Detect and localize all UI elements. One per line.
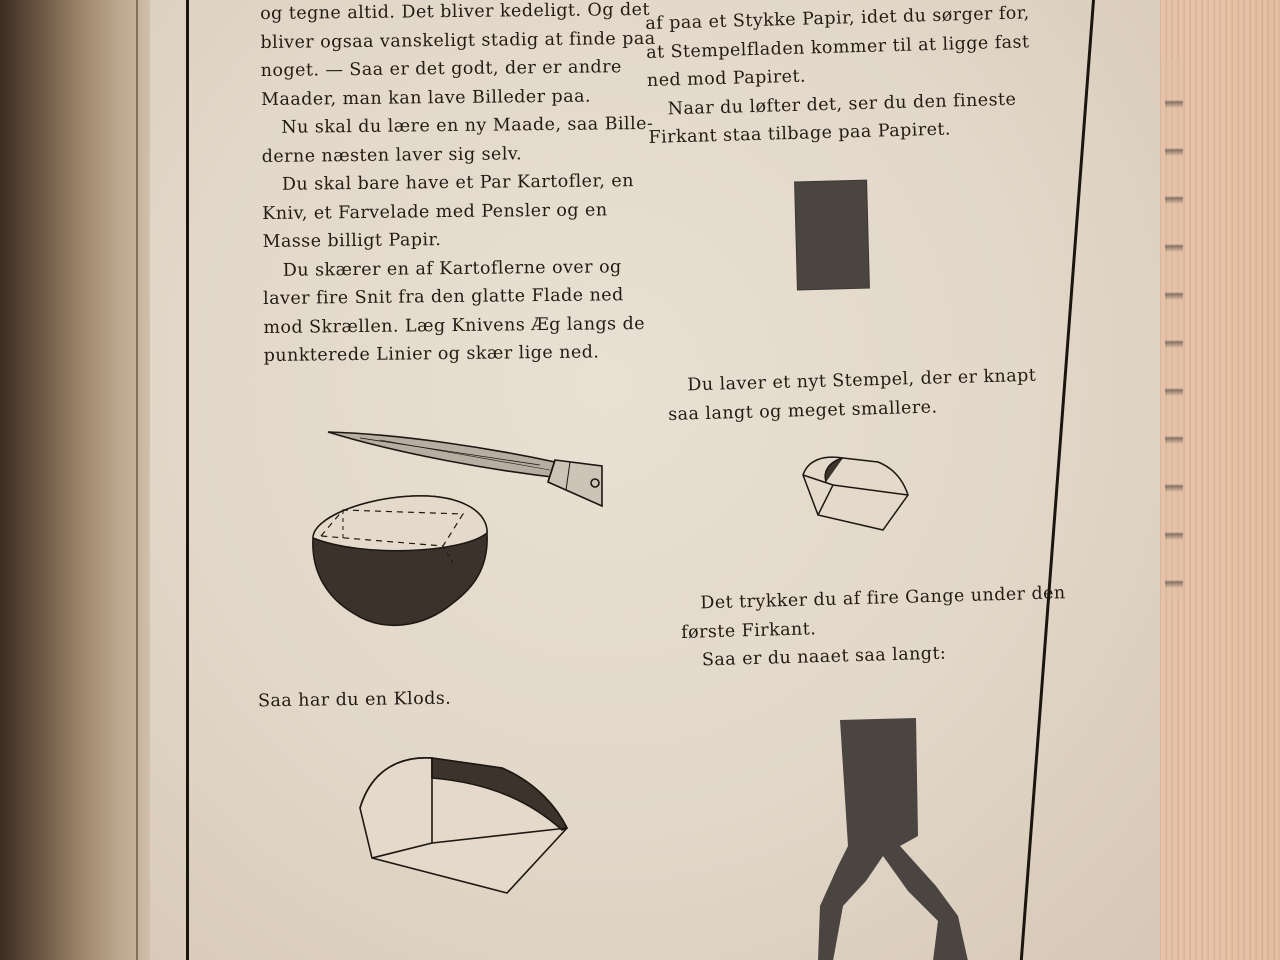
text-line: Du laver et nyt Stempel, der er knapt	[687, 365, 1037, 396]
text-line: Nu skal du lære en ny Maade, saa Bille-	[281, 113, 654, 138]
text-line: punkterede Linier og skær lige ned.	[263, 342, 600, 366]
text-line: Firkant staa tilbage paa Papiret.	[648, 119, 952, 148]
right-column-text-low	[680, 579, 1068, 675]
narrow-stamp-illustration	[798, 450, 918, 540]
potato-cut-illustration	[303, 488, 503, 638]
text-line: mod Skrællen. Læg Knivens Æg langs de	[263, 313, 646, 338]
text-line: ned mod Papiret.	[646, 66, 807, 91]
text-line: Masse billigt Papir.	[262, 230, 442, 252]
caption-klods: Saa har du en Klods.	[257, 688, 452, 712]
text-line: Det trykker du af fire Gange under den	[700, 583, 1066, 614]
text-line: laver fire Snit fra den glatte Flade ned	[263, 285, 624, 309]
text-line: Saa er du naaet saa langt:	[701, 643, 947, 671]
right-column-text-mid	[667, 362, 1037, 429]
block-illustration	[352, 748, 582, 898]
text-line: Maader, man kan lave Billeder paa.	[260, 86, 592, 110]
page-edge-marks	[1165, 60, 1183, 600]
text-line: at Stempelfladen kommer til at ligge fast	[645, 31, 1030, 63]
text-line: bliver ogsaa vanskeligt stadig at finde paa	[260, 28, 656, 53]
page-border-left	[186, 0, 189, 960]
text-line: af paa et Stykke Papir, idet du sørger for,	[645, 3, 1030, 34]
text-line: Naar du løfter det, ser du den fineste	[667, 89, 1017, 119]
text-line: noget. — Saa er det godt, der er andre	[260, 57, 622, 81]
text-line: og tegne altid. Det bliver kedeligt. Og det	[260, 0, 650, 24]
left-column-text	[260, 0, 659, 370]
left-page-edge	[136, 0, 138, 960]
right-column-text-top	[645, 0, 1033, 152]
stamp-print-rectangle	[793, 178, 873, 293]
text-line: første Firkant.	[680, 618, 817, 643]
text-line: Kniv, et Farvelade med Pensler og en	[262, 199, 608, 224]
text-line: derne næsten laver sig selv.	[261, 143, 523, 167]
text-line: saa langt og meget smallere.	[667, 396, 938, 425]
text-line: Du skal bare have et Par Kartofler, en	[281, 171, 634, 195]
text-line: Du skærer en af Kartoflerne over og	[282, 256, 622, 281]
printed-figure-illustration	[808, 716, 988, 960]
